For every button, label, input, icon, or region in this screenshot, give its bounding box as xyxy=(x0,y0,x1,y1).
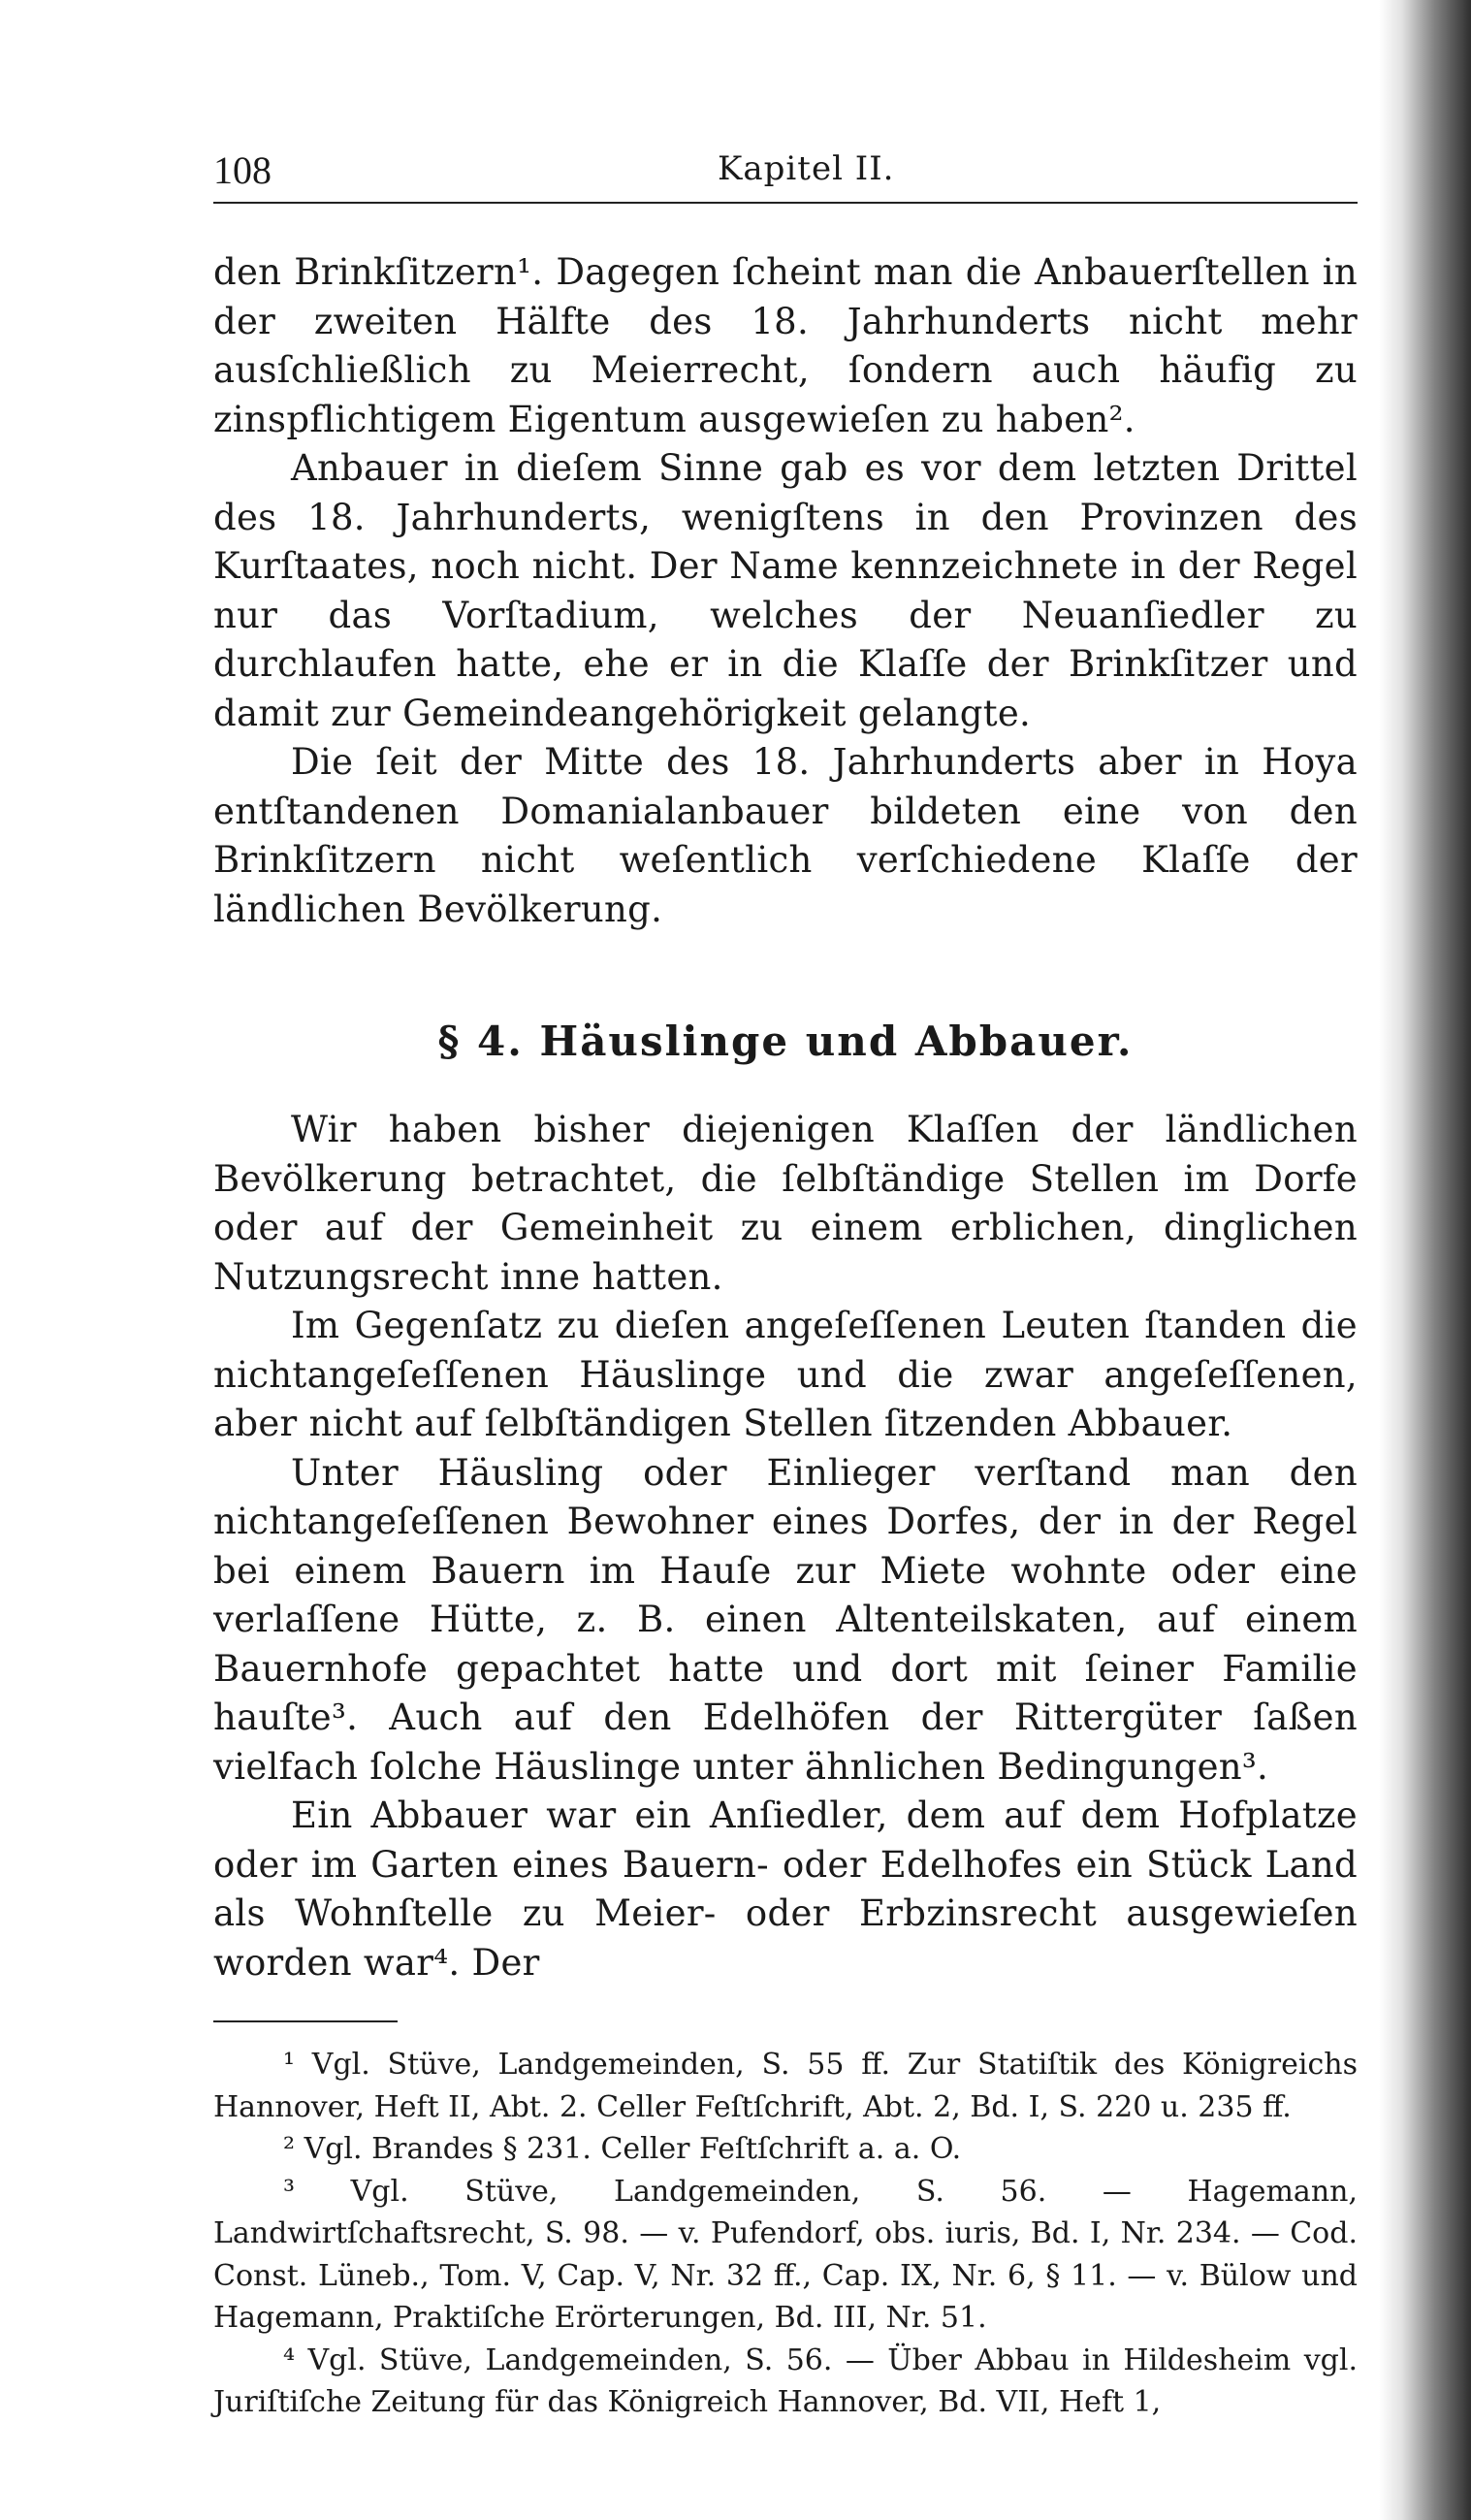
page-header xyxy=(213,145,1358,204)
paragraph: Im Gegenſatz zu dieſen angeſeſſenen Leuten ſtanden die nichtangeſeſſenen Häuslinge und die zwar angeſeſſenen, aber nicht auf ſelbſtändigen Stellen ſitzenden Abbauer. xyxy=(213,1305,1358,1444)
paragraph: Anbauer in dieſem Sinne gab es vor dem letzten Drittel des 18. Jahrhunderts, wenigſtens in den Provinzen des Kurſtaates, noch nicht. Der Name kennzeichnete in der Regel nur das Vorſtadium, welches der Neuanſiedler zu durchlaufen hatte, ehe er in die Klaſſe der Brinkſitzer und damit zur Gemeindeangehörigkeit gelangte. xyxy=(213,447,1358,734)
footnote: ⁴ Vgl. Stüve, Landgemeinden, S. 56. — Über Abbau in Hildesheim vgl. Juriſtiſche Zeitung für das Königreich Hannover, Bd. VII, Heft 1, xyxy=(213,2342,1358,2419)
footnote: ² Vgl. Brandes § 231. Celler Feſtſchrift a. a. O. xyxy=(283,2132,962,2166)
paragraph: Die ſeit der Mitte des 18. Jahrhunderts aber in Hoya entſtandenen Domanialanbauer bildeten eine von den Brinkſitzern nicht weſentlich verſchiedene Klaſſe der ländlichen Bevölkerung. xyxy=(213,741,1358,930)
paragraph: den Brinkſitzern¹. Dagegen ſcheint man die Anbauerſtellen in der zweiten Hälfte des 18. Jahrhunderts nicht mehr ausſchließlich zu Meierrecht, ſondern auch häufig zu zinspflichtigem Eigentum ausgewieſen zu haben². xyxy=(213,251,1358,440)
footnote-divider xyxy=(213,2020,398,2022)
paragraph: Unter Häusling oder Einlieger verſtand man den nichtangeſeſſenen Bewohner eines Dorfes, der in der Regel bei einem Bauern im Hauſe zur Miete wohnte oder eine verlaſſene Hütte, z. B. einen Altenteilskaten, auf einem Bauernhofe gepachtet hatte und dort mit ſeiner Familie hauſte³. Auch auf den Edelhöfen der Rittergüter ſaßen vielfach ſolche Häuslinge unter ähnlichen Bedingungen³. xyxy=(213,1451,1358,1788)
footnotes xyxy=(213,2044,1358,2424)
book-page xyxy=(213,145,1358,2424)
section-heading: § 4. Häuslinge und Abbauer. xyxy=(437,1018,1134,1065)
body-text-top xyxy=(213,248,1358,934)
body-text-section xyxy=(213,1106,1358,1987)
page-number: 108 xyxy=(213,148,272,192)
paragraph: Ein Abbauer war ein Anſiedler, dem auf dem Hofplatze oder im Garten eines Bauern- oder Edelhofes ein Stück Land als Wohnſtelle zu Meier- oder Erbzinsrecht ausgewieſen worden war⁴. Der xyxy=(213,1794,1358,1984)
footnote: ³ Vgl. Stüve, Landgemeinden, S. 56. — Hagemann, Landwirtſchaftsrecht, S. 98. — v. Pufendorf, obs. iuris, Bd. I, Nr. 234. — Cod. Const. Lüneb., Tom. V, Cap. V, Nr. 32 ff., Cap. IX, Nr. 6, § 11. — v. Bülow und Hagemann, Praktiſche Erörterungen, Bd. III, Nr. 51. xyxy=(213,2174,1358,2335)
running-head: Kapitel II. xyxy=(718,149,895,188)
paragraph: Wir haben bisher diejenigen Klaſſen der ländlichen Bevölkerung betrachtet, die ſelbſtändige Stellen im Dorfe oder auf der Gemeinheit zu einem erblichen, dinglichen Nutzungsrecht inne hatten. xyxy=(213,1109,1358,1298)
footnote: ¹ Vgl. Stüve, Landgemeinden, S. 55 ff. Zur Statiſtik des Königreichs Hannover, Heft II, Abt. 2. Celler Feſtſchrift, Abt. 2, Bd. I, S. 220 u. 235 ff. xyxy=(213,2048,1358,2124)
page-edge-shadow xyxy=(1379,0,1471,2520)
